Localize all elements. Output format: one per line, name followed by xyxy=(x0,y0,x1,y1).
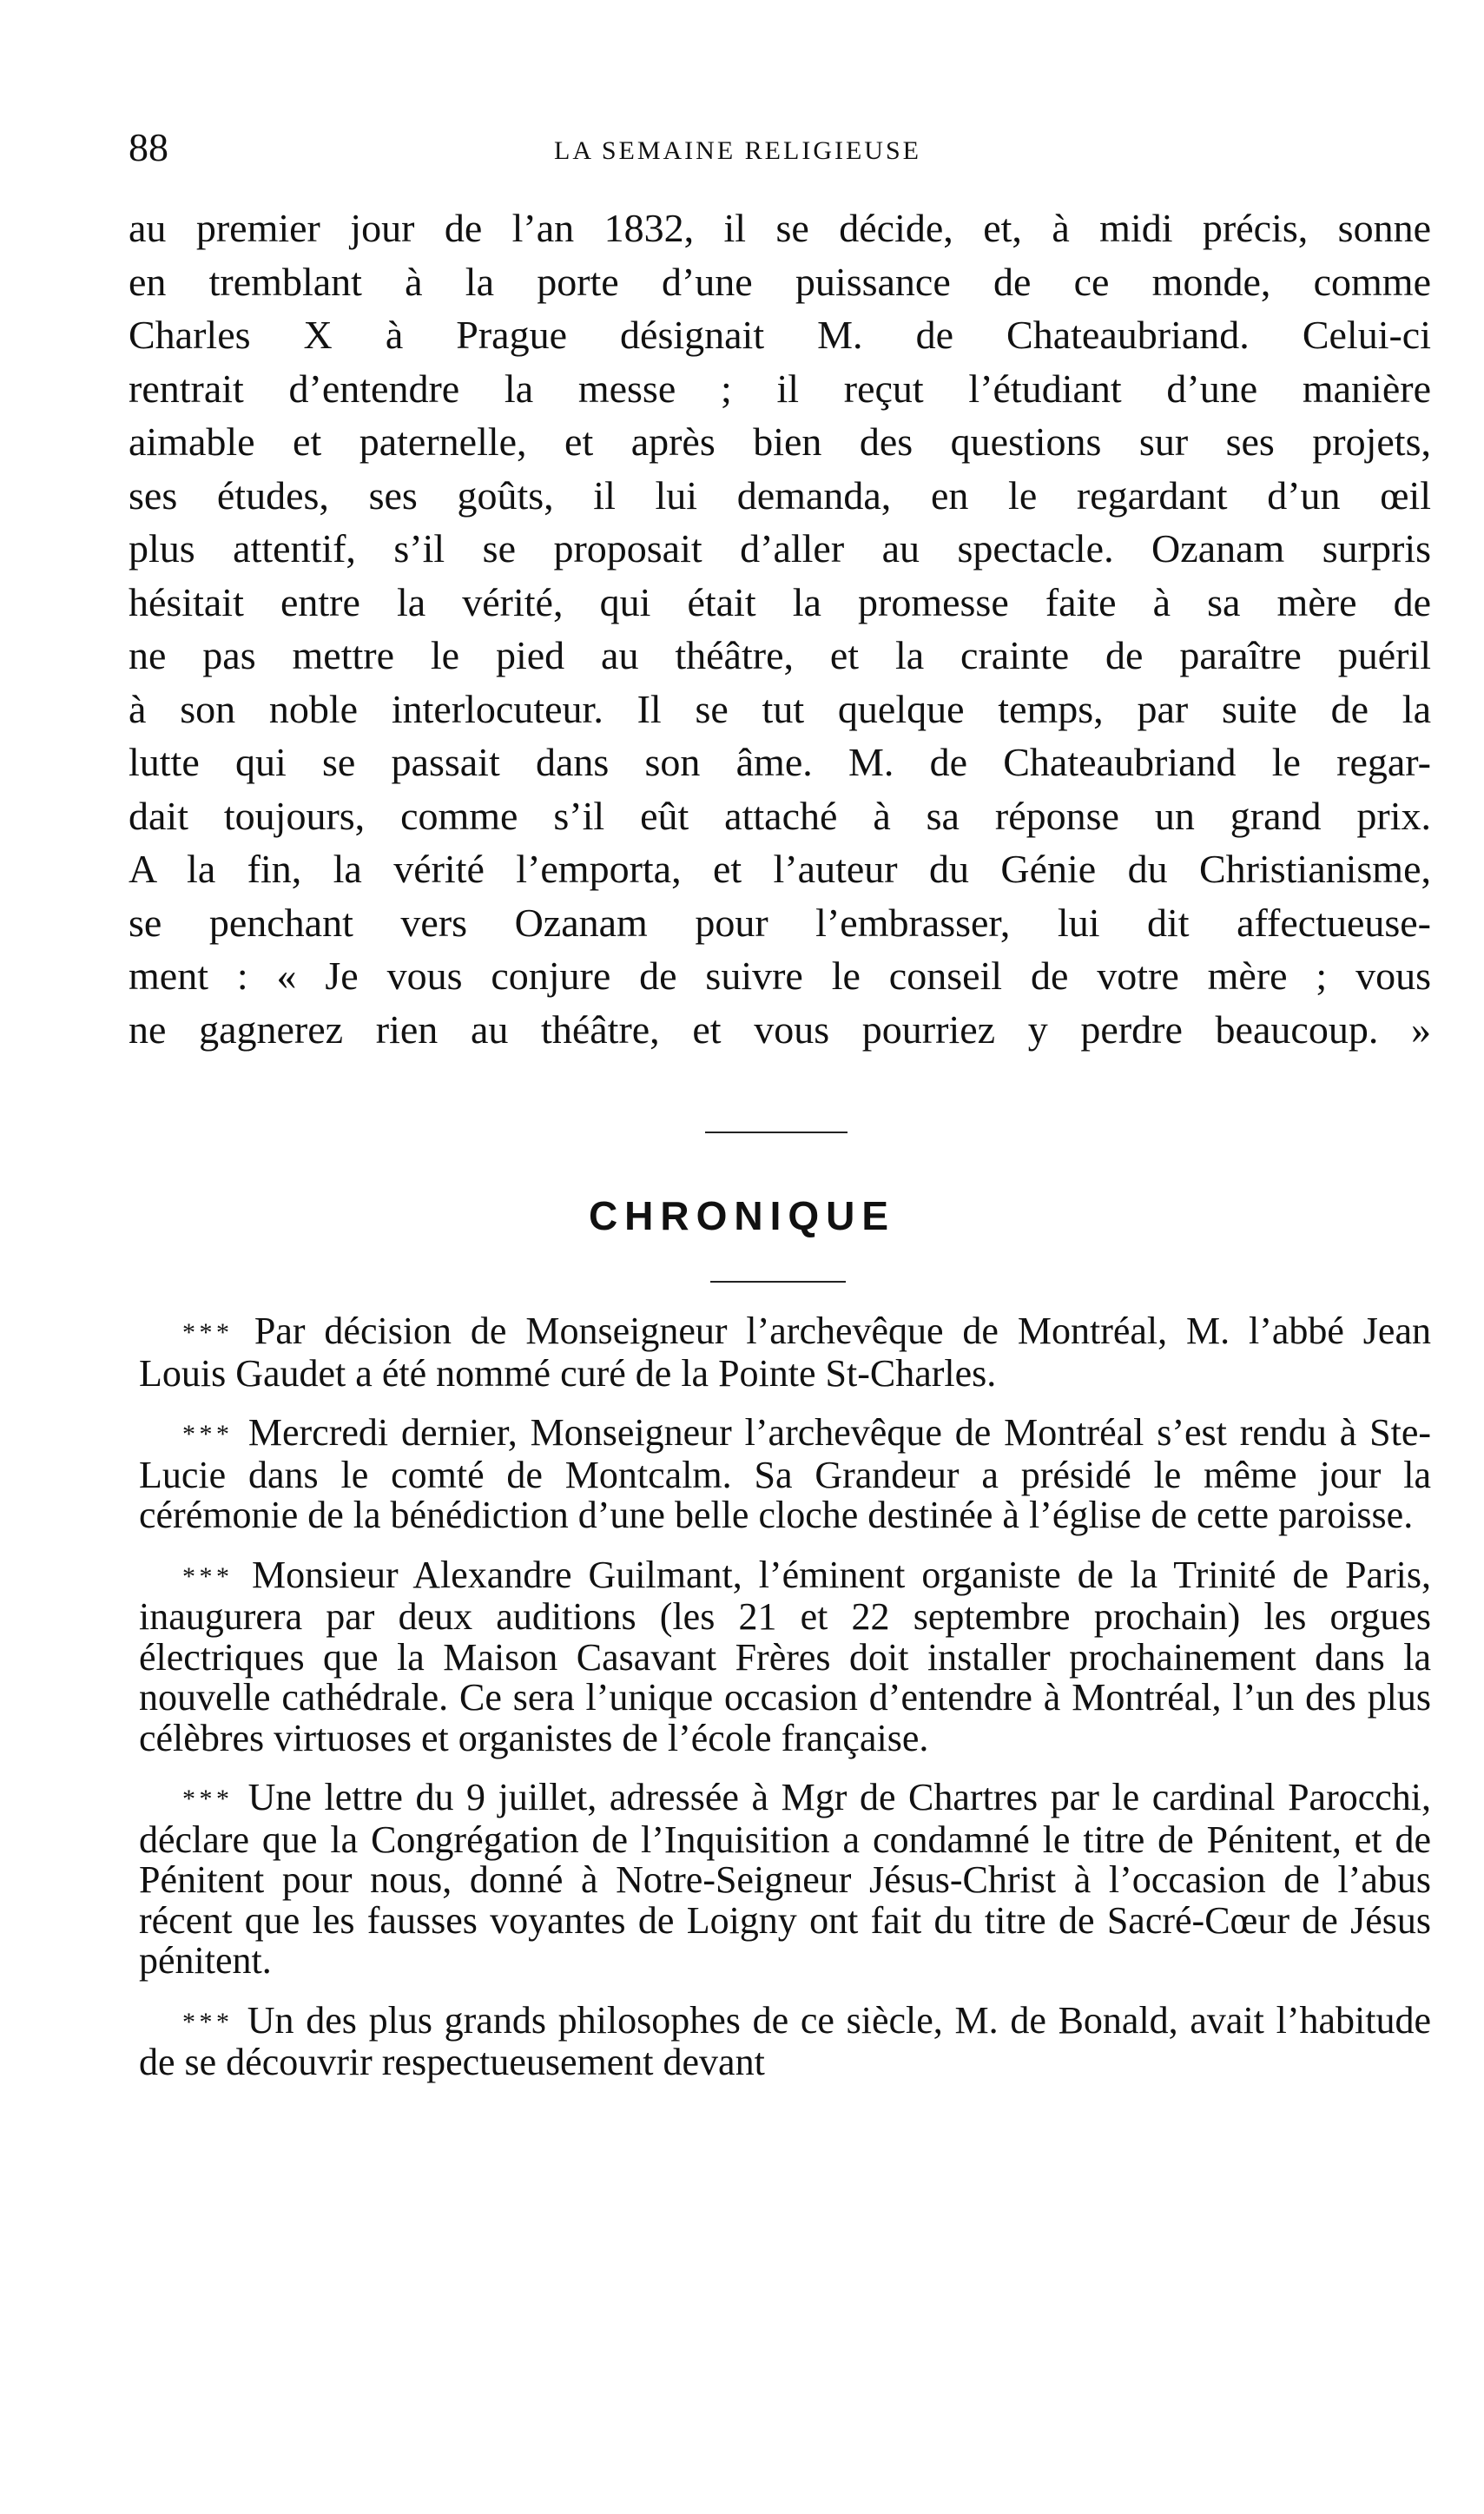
chronique-item xyxy=(139,1413,1431,1536)
text-line: ment : « Je vous conjure de suivre le conseil de votre mère ; vous xyxy=(129,953,1431,998)
text-line: dait toujours, comme s’il eût attaché à sa réponse un grand prix. xyxy=(129,793,1431,838)
body-text xyxy=(129,201,1431,1056)
chronique-list xyxy=(139,1311,1431,2102)
text-line: rentrait d’entendre la messe ; il reçut l’étudiant d’une manière xyxy=(129,366,1431,411)
chronique-item xyxy=(139,1555,1431,1759)
text-line: au premier jour de l’an 1832, il se décide, et, à midi précis, sonne xyxy=(129,206,1431,250)
asterism-icon: * * * xyxy=(182,1420,231,1448)
asterism-icon: * * * xyxy=(182,1561,231,1591)
text-line: se penchant vers Ozanam pour l’embrasser, lui dit affectueuse- xyxy=(129,900,1431,945)
chronique-item-text: Monsieur Alexandre Guilmant, l’éminent organiste de la Trinité de Paris, inaugurera par deux auditions (les 21 et 22 septembre prochain) les orgues électriques que la Maison Casavant Frères doit installer prochainement dans la nouvelle cathédrale. Ce sera l’unique occasion d’entendre à Montréal, l’un des plus célèbres virtuoses et organistes de l’école française. xyxy=(139,1553,1432,1759)
chronique-item-text: Mercredi dernier, Monseigneur l’archevêque de Montréal s’est rendu à Ste-Lucie dans le comté de Montcalm. Sa Grandeur a présidé le même jour la cérémonie de la bénédiction d’une belle cloche destinée à l’église de cette paroisse. xyxy=(139,1411,1432,1536)
text-line: à son noble interlocuteur. Il se tut quelque temps, par suite de la xyxy=(129,686,1431,731)
text-line: lutte qui se passait dans son âme. M. de Chateaubriand le regar- xyxy=(129,740,1431,784)
divider-rule xyxy=(710,1281,846,1283)
divider-rule xyxy=(705,1132,848,1133)
running-head: LA SEMAINE RELIGIEUSE xyxy=(554,136,921,165)
page-header xyxy=(129,122,1440,182)
text-line: en tremblant à la porte d’une puissance de ce monde, comme xyxy=(129,259,1431,304)
text-line: aimable et paternelle, et après bien des questions sur ses projets, xyxy=(129,419,1431,464)
chronique-item xyxy=(139,1998,1432,2083)
page-number: 88 xyxy=(129,125,168,169)
asterism-icon: * * * xyxy=(182,2007,231,2036)
chronique-item-text: Une lettre du 9 juillet, adressée à Mgr de Chartres par le cardinal Parocchi, déclare que la Congrégation de l’Inquisition a condamné le titre de Pénitent, et de Pénitent pour nous, donné à Notre-Seigneur Jésus-Christ à l’occasion de l’abus récent que les fausses voyantes de Loigny ont fait du titre de Sacré-Cœur de Jésus pénitent. xyxy=(139,1776,1432,1982)
asterism-icon: * * * xyxy=(182,1318,231,1347)
chronique-item xyxy=(139,1778,1431,1982)
text-line: plus attentif, s’il se proposait d’aller au spectacle. Ozanam surpris xyxy=(129,526,1431,571)
text-line: Charles X à Prague désignait M. de Chateaubriand. Celui-ci xyxy=(129,313,1431,357)
text-line: ne gagnerez rien au théâtre, et vous pourriez y perdre beaucoup. » xyxy=(129,1006,1431,1052)
chronique-item-text: Un des plus grands philosophes de ce siècle, M. de Bonald, avait l’habitude de se découvrir respectueusement devant xyxy=(139,1998,1432,2083)
text-line: hésitait entre la vérité, qui était la promesse faite à sa mère de xyxy=(129,579,1431,624)
section-title: CHRONIQUE xyxy=(588,1193,896,1238)
text-line: A la fin, la vérité l’emporta, et l’auteur du Génie du Christianisme, xyxy=(129,847,1431,891)
text-line: ne pas mettre le pied au théâtre, et la crainte de paraître puéril xyxy=(129,633,1431,677)
chronique-item xyxy=(139,1311,1431,1394)
text-line: ses études, ses goûts, il lui demanda, en le regardant d’un œil xyxy=(129,472,1431,518)
chronique-item-text: Par décision de Monseigneur l’archevêque de Montréal, M. l’abbé Jean Louis Gaudet a été nommé curé de la Pointe St-Charles. xyxy=(139,1310,1431,1395)
asterism-icon: * * * xyxy=(182,1785,231,1813)
